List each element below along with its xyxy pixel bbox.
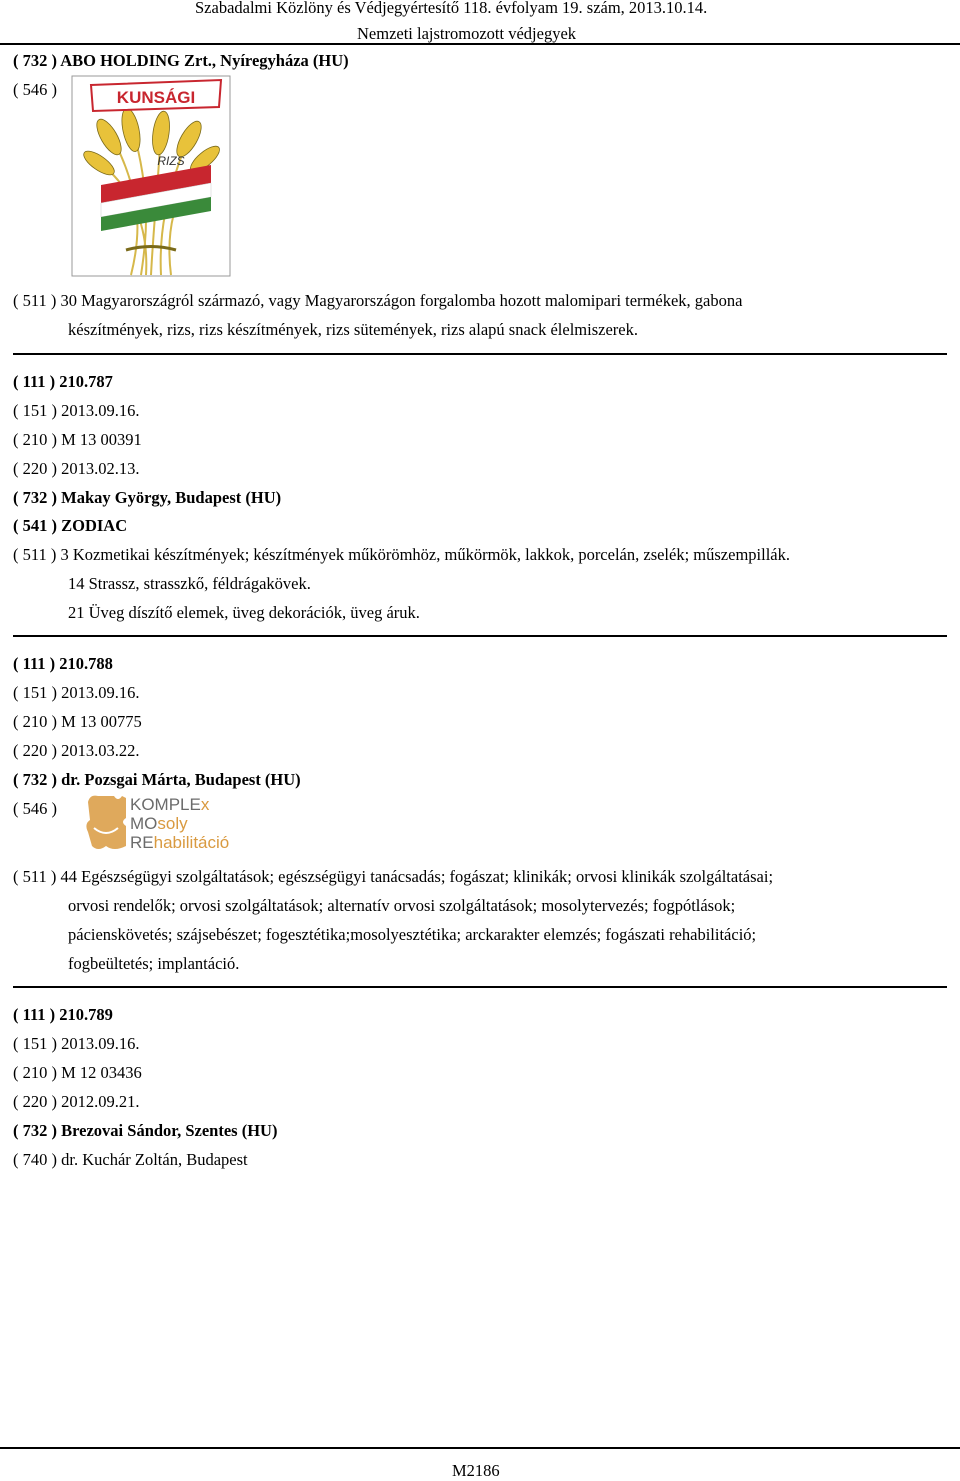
date-code: ( 151 ) <box>13 401 57 420</box>
goods-code: ( 511 ) <box>13 291 57 310</box>
reg-date: 2013.09.16. <box>61 683 140 702</box>
page-number: M2186 <box>452 1461 500 1480</box>
holder-name: ABO HOLDING Zrt., Nyíregyháza (HU) <box>60 51 349 70</box>
app-number: M 12 03436 <box>61 1063 142 1082</box>
goods-text: 30 Magyarországról származó, vagy Magyarországon forgalomba hozott malomipari termékek, gabona <box>60 291 743 310</box>
reg-date-line <box>13 683 140 703</box>
rehab-rest-text: habilitáció <box>153 833 230 852</box>
entry-divider <box>13 635 947 637</box>
reg-date: 2013.09.16. <box>61 1034 140 1053</box>
holder-name: dr. Pozsgai Márta, Budapest (HU) <box>61 770 301 789</box>
representative-line <box>13 1150 248 1170</box>
reg-number-line <box>13 654 113 674</box>
goods-line-1 <box>13 545 790 565</box>
date-code: ( 151 ) <box>13 683 57 702</box>
svg-text:REhabilitáció <box>130 833 229 852</box>
goods-line-3: pácienskövetés; szájsebészet; fogesztétika;mosolyesztétika; arckarakter elemzés; fogászati rehabilitáció; <box>68 925 757 944</box>
holder-line <box>13 488 281 508</box>
app-code: ( 210 ) <box>13 430 57 449</box>
filing-date-line <box>13 1092 140 1112</box>
reg-number-line <box>13 1005 113 1025</box>
goods-line-2: készítmények, rizs, rizs készítmények, rizs sütemények, rizs alapú snack élelmiszerek. <box>68 320 638 339</box>
word-mark-code: ( 541 ) <box>13 516 57 535</box>
reg-number: 210.788 <box>59 654 113 673</box>
rehab-re-text: RE <box>130 833 154 852</box>
goods-code: ( 511 ) <box>13 545 57 564</box>
goods-text: 3 Kozmetikai készítmények; készítmények műkörömhöz, műkörmök, lakkok, porcelán, zselék; műszempillák. <box>60 545 790 564</box>
holder-code: ( 732 ) <box>13 488 57 507</box>
app-number-line <box>13 1063 142 1083</box>
app-code: ( 210 ) <box>13 1063 57 1082</box>
goods-line-3: 21 Üveg díszítő elemek, üveg dekorációk, üveg áruk. <box>68 603 420 622</box>
rep-code: ( 740 ) <box>13 1150 57 1169</box>
komple-x-text: x <box>200 795 210 814</box>
holder-name: Brezovai Sándor, Szentes (HU) <box>61 1121 278 1140</box>
goods-line-1 <box>13 867 773 887</box>
header-rule <box>0 43 960 45</box>
holder-code: ( 732 ) <box>13 1121 57 1140</box>
date-code: ( 151 ) <box>13 1034 57 1053</box>
mark-code: ( 546 ) <box>13 799 57 818</box>
reg-number: 210.787 <box>59 372 113 391</box>
app-number-line <box>13 430 142 450</box>
word-mark: ZODIAC <box>61 516 128 535</box>
reg-date-line <box>13 1034 140 1054</box>
goods-text: 44 Egészségügyi szolgáltatások; egészségügyi tanácsadás; fogászat; klinikák; orvosi klinikák szolgáltatásai; <box>60 867 774 886</box>
filing-date: 2013.02.13. <box>61 459 140 478</box>
app-number-line <box>13 712 142 732</box>
svg-text:KOMPLEx <box>130 795 210 814</box>
reg-code: ( 111 ) <box>13 654 56 673</box>
rizs-logo-text: RIZS <box>157 154 185 168</box>
goods-line-4: fogbeültetés; implantáció. <box>68 954 240 973</box>
filing-date-line <box>13 459 140 479</box>
holder-name: Makay György, Budapest (HU) <box>61 488 282 507</box>
app-code: ( 210 ) <box>13 712 57 731</box>
holder-line <box>13 51 349 71</box>
kunsagi-logo-title: KUNSÁGI <box>116 88 196 107</box>
app-number: M 13 00391 <box>61 430 142 449</box>
goods-code: ( 511 ) <box>13 867 57 886</box>
app-number: M 13 00775 <box>61 712 142 731</box>
komplex-mosoly-logo <box>84 792 239 854</box>
reg-code: ( 111 ) <box>13 1005 56 1024</box>
svg-text:MOsoly <box>130 814 188 833</box>
holder-code: ( 732 ) <box>13 51 57 70</box>
reg-code: ( 111 ) <box>13 372 56 391</box>
kunsagi-rizs-logo <box>71 75 231 277</box>
goods-line-2: orvosi rendelők; orvosi szolgáltatások; alternatív orvosi szolgáltatások; mosolytervezés; fogpótlások; <box>68 896 736 915</box>
reg-date: 2013.09.16. <box>61 401 140 420</box>
reg-number: 210.789 <box>59 1005 113 1024</box>
representative: dr. Kuchár Zoltán, Budapest <box>61 1150 248 1169</box>
footer-rule <box>0 1447 960 1449</box>
filing-date: 2012.09.21. <box>61 1092 140 1111</box>
komple-text: KOMPLE <box>130 795 201 814</box>
goods-line-1 <box>13 291 742 311</box>
journal-header-title: Szabadalmi Közlöny és Védjegyértesítő 118. évfolyam 19. szám, 2013.10.14. <box>195 0 708 17</box>
filing-date: 2013.03.22. <box>61 741 140 760</box>
filed-code: ( 220 ) <box>13 741 57 760</box>
filed-code: ( 220 ) <box>13 1092 57 1111</box>
reg-date-line <box>13 401 140 421</box>
entry-divider <box>13 986 947 988</box>
word-mark-line <box>13 516 127 536</box>
journal-header-subtitle: Nemzeti lajstromozott védjegyek <box>357 24 577 43</box>
filed-code: ( 220 ) <box>13 459 57 478</box>
mosoly-rest-text: soly <box>157 814 188 833</box>
holder-line <box>13 770 301 790</box>
holder-line <box>13 1121 277 1141</box>
mosoly-mo-text: MO <box>130 814 158 833</box>
mark-code: ( 546 ) <box>13 80 57 99</box>
reg-number-line <box>13 372 113 392</box>
entry-divider <box>13 353 947 355</box>
filing-date-line <box>13 741 140 761</box>
goods-line-2: 14 Strassz, strasszkő, féldrágakövek. <box>68 574 311 593</box>
holder-code: ( 732 ) <box>13 770 57 789</box>
